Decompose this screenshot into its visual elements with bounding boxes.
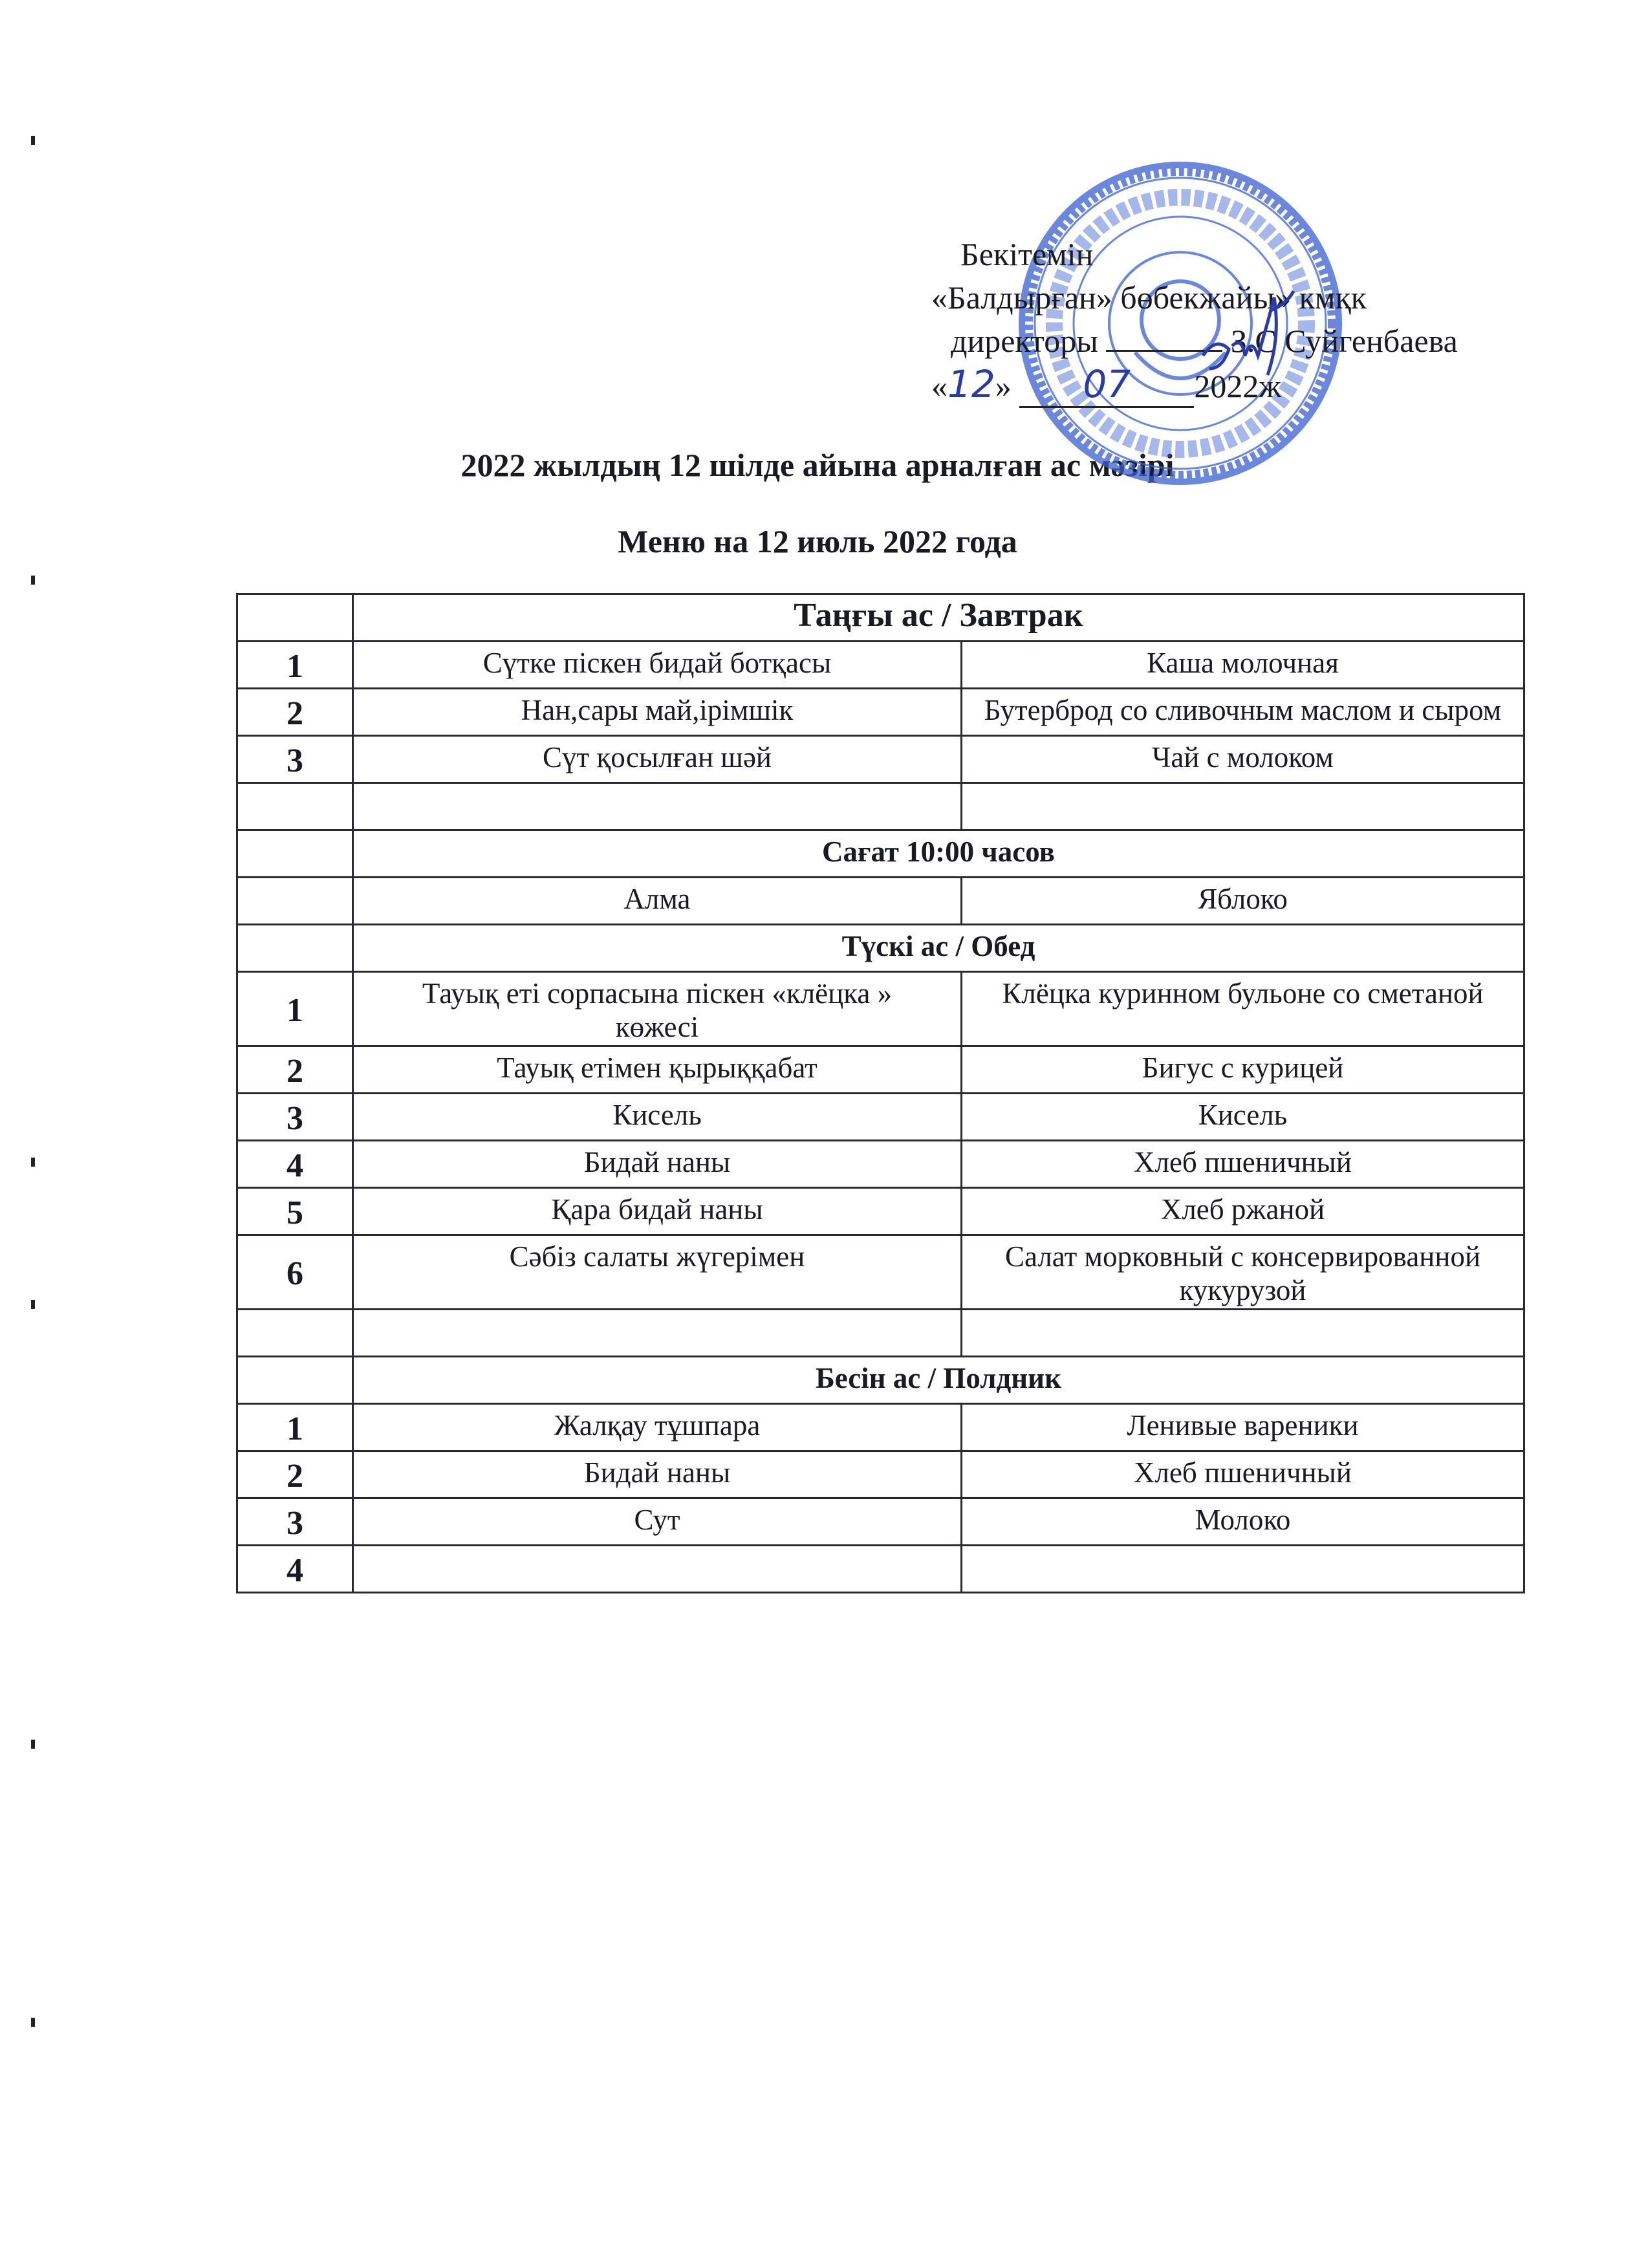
dish-russian: Чай с молоком [962,736,1524,783]
row-number: 3 [237,736,353,783]
dish-kazakh: Тауық еті сорпасына піскен «клёцка » көжесі [353,972,962,1046]
dish-kazakh: Сут [353,1498,962,1546]
dish-russian: Бигус с курицей [962,1046,1524,1094]
table-row [237,1235,1524,1310]
dish-kazakh: Қара бидай наны [353,1188,962,1235]
dish-russian: Хлеб ржаной [962,1188,1524,1235]
dish-kazakh: Кисель [353,1094,962,1141]
scan-mark [31,1740,35,1749]
row-number: 6 [237,1235,353,1310]
dish-russian: Кисель [962,1094,1524,1141]
row-number: 3 [237,1094,353,1141]
table-row [237,1498,1524,1546]
date-month: 07 [1019,363,1194,408]
dish-kazakh: Тауық етімен қырыққабат [353,1046,962,1094]
dish-kazakh: Бидай наны [353,1451,962,1498]
section-header-afternoon [237,1357,1524,1404]
table-row [237,972,1524,1046]
scan-mark [31,576,35,585]
table-row [237,1404,1524,1451]
dish-russian: Клёцка куринном бульоне со сметаной [962,972,1524,1046]
approval-title: Бекітемін [960,236,1094,272]
row-number: 4 [237,1546,353,1593]
row-number: 1 [237,972,353,1046]
row-number: 1 [237,642,353,689]
table-row [237,1141,1524,1188]
signature [1196,285,1300,394]
date-day: 12 [947,362,995,406]
dish-kazakh: Алма [353,878,962,925]
director-name: З.С Суйгенбаева [1230,323,1458,359]
table-row [237,1046,1524,1094]
dish-russian: Хлеб пшеничный [962,1141,1524,1188]
dish-russian: Каша молочная [962,642,1524,689]
date-quote-close: » [995,368,1012,404]
dish-russian: Ленивые вареники [962,1404,1524,1451]
dish-kazakh: Сүтке піскен бидай ботқасы [353,642,962,689]
dish-kazakh: Сүт қосылған шәй [353,736,962,783]
dish-russian: Бутерброд со сливочным маслом и сыром [962,689,1524,736]
title-kazakh: 2022 жылдың 12 шілде айына арналған ас мәзірі [460,447,1175,483]
dish-kazakh: Сәбіз салаты жүгерімен [353,1235,962,1310]
row-number: 2 [237,1046,353,1094]
approval-block [931,233,1458,408]
menu-table [236,593,1525,1593]
title-russian: Меню на 12 июль 2022 года [618,523,1017,559]
section-title: Таңғы ас / Завтрак [353,594,1524,642]
table-row [237,1546,1524,1593]
table-row [237,736,1524,783]
row-number: 1 [237,1404,353,1451]
dish-kazakh: Бидай наны [353,1141,962,1188]
table-row [237,642,1524,689]
scan-mark [31,136,35,145]
dish-russian [962,1546,1524,1593]
dish-russian: Хлеб пшеничный [962,1451,1524,1498]
row-number: 2 [237,689,353,736]
scan-mark [31,2018,35,2027]
section-title: Түскі ас / Обед [353,925,1524,972]
scan-mark [31,1158,35,1167]
dish-russian: Яблоко [962,878,1524,925]
date-quote-open: « [931,368,947,404]
director-label: директоры [951,323,1098,359]
section-title: Бесін ас / Полдник [353,1357,1524,1404]
table-row [237,1451,1524,1498]
scan-mark [31,1300,35,1309]
dish-russian: Салат морковный с консервированной кукурузой [962,1235,1524,1310]
table-row [237,878,1524,925]
row-number: 4 [237,1141,353,1188]
table-row [237,1188,1524,1235]
section-header-lunch [237,925,1524,972]
row-number: 2 [237,1451,353,1498]
table-row [237,689,1524,736]
table-row [237,1094,1524,1141]
section-title: Сағат 10:00 часов [353,830,1524,878]
row-number: 5 [237,1188,353,1235]
empty-row [237,1310,1524,1357]
dish-kazakh [353,1546,962,1593]
row-number: 3 [237,1498,353,1546]
empty-row [237,783,1524,830]
dish-kazakh: Нан,сары май,ірімшік [353,689,962,736]
date-year: 2022ж [1194,368,1281,404]
dish-kazakh: Жалқау тұшпара [353,1404,962,1451]
dish-russian: Молоко [962,1498,1524,1546]
section-header-breakfast [237,594,1524,642]
section-header-snack [237,830,1524,878]
organization-name: «Балдырған» бөбекжайы» кмқк [931,279,1367,316]
